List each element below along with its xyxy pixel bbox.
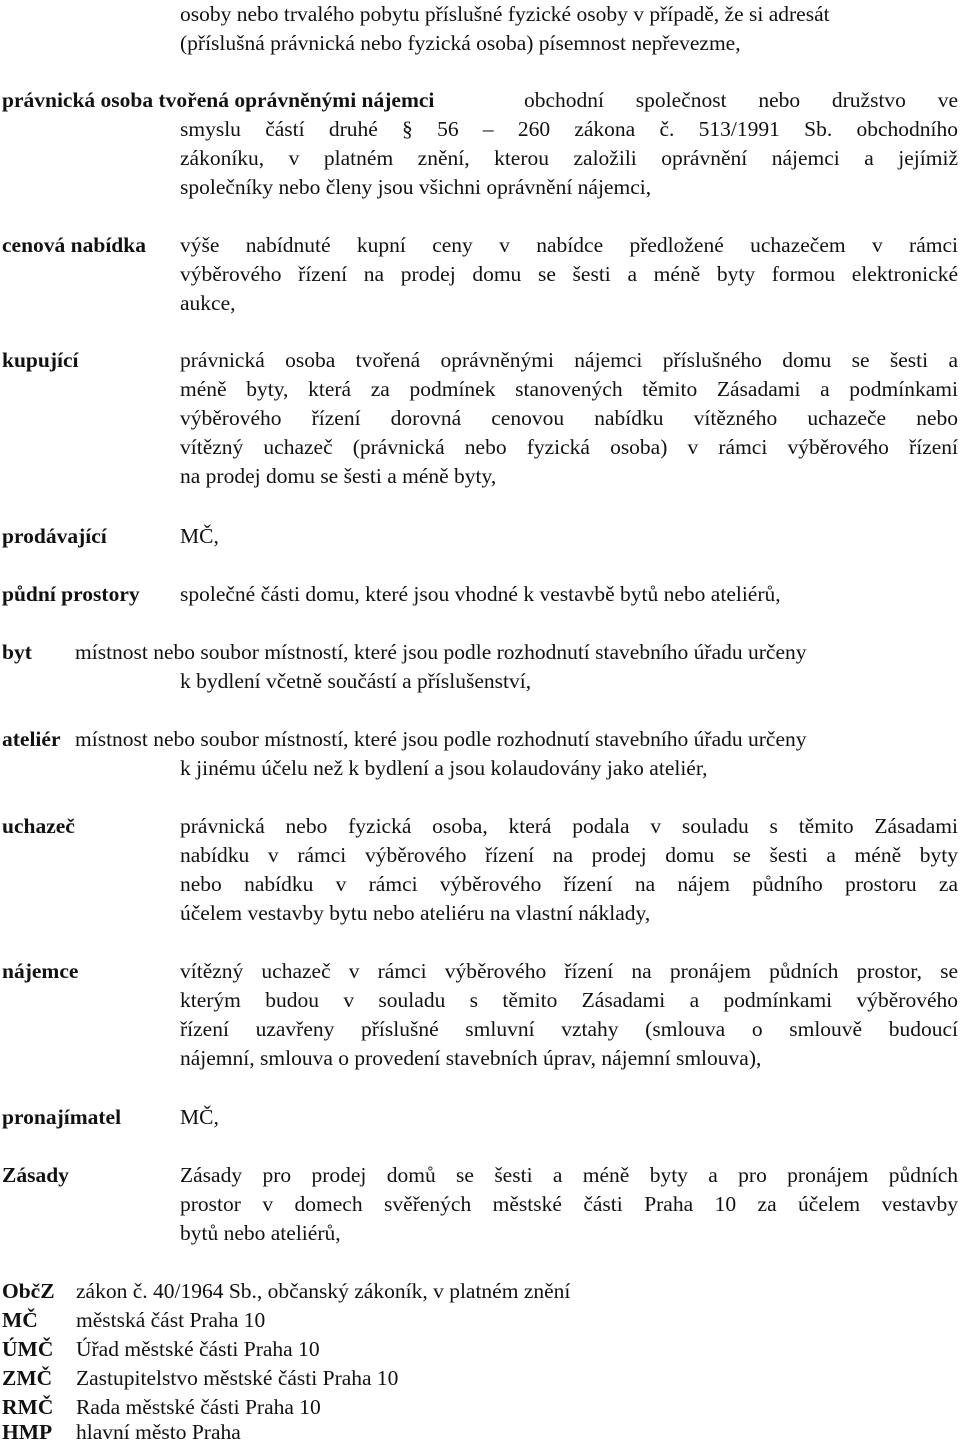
def-line: vítězný uchazeč (právnická nebo fyzická osoba) v rámci výběrového řízení <box>180 435 958 459</box>
def-cenova-nabidka <box>180 231 958 318</box>
def-pravnicka-osoba-line-1: obchodní společnost nebo družstvo ve <box>524 88 958 112</box>
abbreviation: RMČ <box>2 1395 54 1419</box>
def-atelier-line-1: místnost nebo soubor místností, které jsou podle rozhodnutí stavebního úřadu určeny <box>75 727 807 751</box>
def-line: nájemní, smlouva o provedení stavebních úprav, nájemní smlouva), <box>180 1046 762 1070</box>
term-pudni-prostory: půdní prostory <box>2 582 140 606</box>
abbreviation-text: hlavní město Praha <box>76 1420 241 1444</box>
def-line: výběrového řízení na prodej domu se šesti a méně byty formou elektronické <box>180 262 958 286</box>
intro-line-1: osoby nebo trvalého pobytu příslušné fyzické osoby v případě, že si adresát <box>180 2 830 26</box>
term-pravnicka-osoba: právnická osoba tvořená oprávněnými nájemci <box>2 88 435 112</box>
def-line: nebo nabídku v rámci výběrového řízení na nájem půdního prostoru za <box>180 872 958 896</box>
abbreviation-row <box>2 1364 398 1393</box>
def-line: právnická nebo fyzická osoba, která podala v souladu s těmito Zásadami <box>180 814 958 838</box>
def-pudni-prostory: společné části domu, které jsou vhodné k vestavbě bytů nebo ateliérů, <box>180 582 781 606</box>
term-atelier: ateliér <box>2 727 61 751</box>
def-line: právnická osoba tvořená oprávněnými nájemci příslušného domu se šesti a <box>180 348 958 372</box>
def-pravnicka-osoba <box>180 115 958 202</box>
def-line: na prodej domu se šesti a méně byty, <box>180 464 497 488</box>
def-line: řízení uzavřeny příslušné smluvní vztahy (smlouva o smlouvě budoucí <box>180 1017 958 1041</box>
abbreviation-row <box>2 1418 241 1447</box>
def-line: prostor v domech svěřených městské části Praha 10 za účelem vestavby <box>180 1192 958 1216</box>
def-line: aukce, <box>180 291 236 315</box>
term-byt: byt <box>2 640 32 664</box>
def-line: výše nabídnuté kupní ceny v nabídce předložené uchazečem v rámci <box>180 233 958 257</box>
def-atelier-line-2: k jinému účelu než k bydlení a jsou kolaudovány jako ateliér, <box>180 756 708 780</box>
term-uchazec: uchazeč <box>2 814 75 838</box>
def-zasady <box>180 1161 958 1248</box>
def-line: nabídku v rámci výběrového řízení na prodej domu se šesti a méně byty <box>180 843 958 867</box>
abbreviation-text: Zastupitelstvo městské části Praha 10 <box>76 1366 399 1390</box>
abbreviation: MČ <box>2 1308 38 1332</box>
def-line: méně byty, která za podmínek stanovených těmito Zásadami a podmínkami <box>180 377 958 401</box>
def-line: vítězný uchazeč v rámci výběrového řízení na pronájem půdních prostor, se <box>180 959 958 983</box>
abbreviation-text: Úřad městské části Praha 10 <box>76 1337 320 1361</box>
def-line: výběrového řízení dorovná cenovou nabídku vítězného uchazeče nebo <box>180 406 958 430</box>
def-byt-line-2: k bydlení včetně součástí a příslušenství, <box>180 669 532 693</box>
abbreviation: ZMČ <box>2 1366 53 1390</box>
abbreviation-row <box>2 1277 570 1306</box>
def-line: bytů nebo ateliérů, <box>180 1221 341 1245</box>
term-kupujici: kupující <box>2 348 79 372</box>
abbreviation-text: městská část Praha 10 <box>76 1308 266 1332</box>
term-pronajimatel: pronajímatel <box>2 1105 122 1129</box>
def-uchazec <box>180 812 958 928</box>
term-zasady: Zásady <box>2 1163 69 1187</box>
term-prodavajici: prodávající <box>2 524 107 548</box>
abbreviation: HMP <box>2 1420 53 1444</box>
intro-line-2: (příslušná právnická nebo fyzická osoba) písemnost nepřevezme, <box>180 31 741 55</box>
def-kupujici <box>180 346 958 491</box>
term-najemce: nájemce <box>2 959 79 983</box>
abbreviation-text: zákon č. 40/1964 Sb., občanský zákoník, v platném znění <box>76 1279 571 1303</box>
def-najemce <box>180 957 958 1073</box>
def-pronajimatel: MČ, <box>180 1105 219 1129</box>
def-line: účelem vestavby bytu nebo ateliéru na vlastní náklady, <box>180 901 651 925</box>
term-cenova-nabidka: cenová nabídka <box>2 233 146 257</box>
abbreviation: ÚMČ <box>2 1337 54 1361</box>
def-line: smyslu částí druhé § 56 – 260 zákona č. 513/1991 Sb. obchodního <box>180 117 958 141</box>
def-line: společníky nebo členy jsou všichni oprávnění nájemci, <box>180 175 652 199</box>
abbreviation-text: Rada městské části Praha 10 <box>76 1395 321 1419</box>
def-line: kterým budou v souladu s těmito Zásadami a podmínkami výběrového <box>180 988 958 1012</box>
abbreviation-row <box>2 1306 265 1335</box>
def-line: zákoníku, v platném znění, kterou založili oprávnění nájemci a jejímiž <box>180 146 958 170</box>
def-prodavajici: MČ, <box>180 524 219 548</box>
def-line: Zásady pro prodej domů se šesti a méně byty a pro pronájem půdních <box>180 1163 958 1187</box>
abbreviation: ObčZ <box>2 1279 55 1303</box>
abbreviation-row <box>2 1335 320 1364</box>
def-byt-line-1: místnost nebo soubor místností, které jsou podle rozhodnutí stavebního úřadu určeny <box>75 640 807 664</box>
